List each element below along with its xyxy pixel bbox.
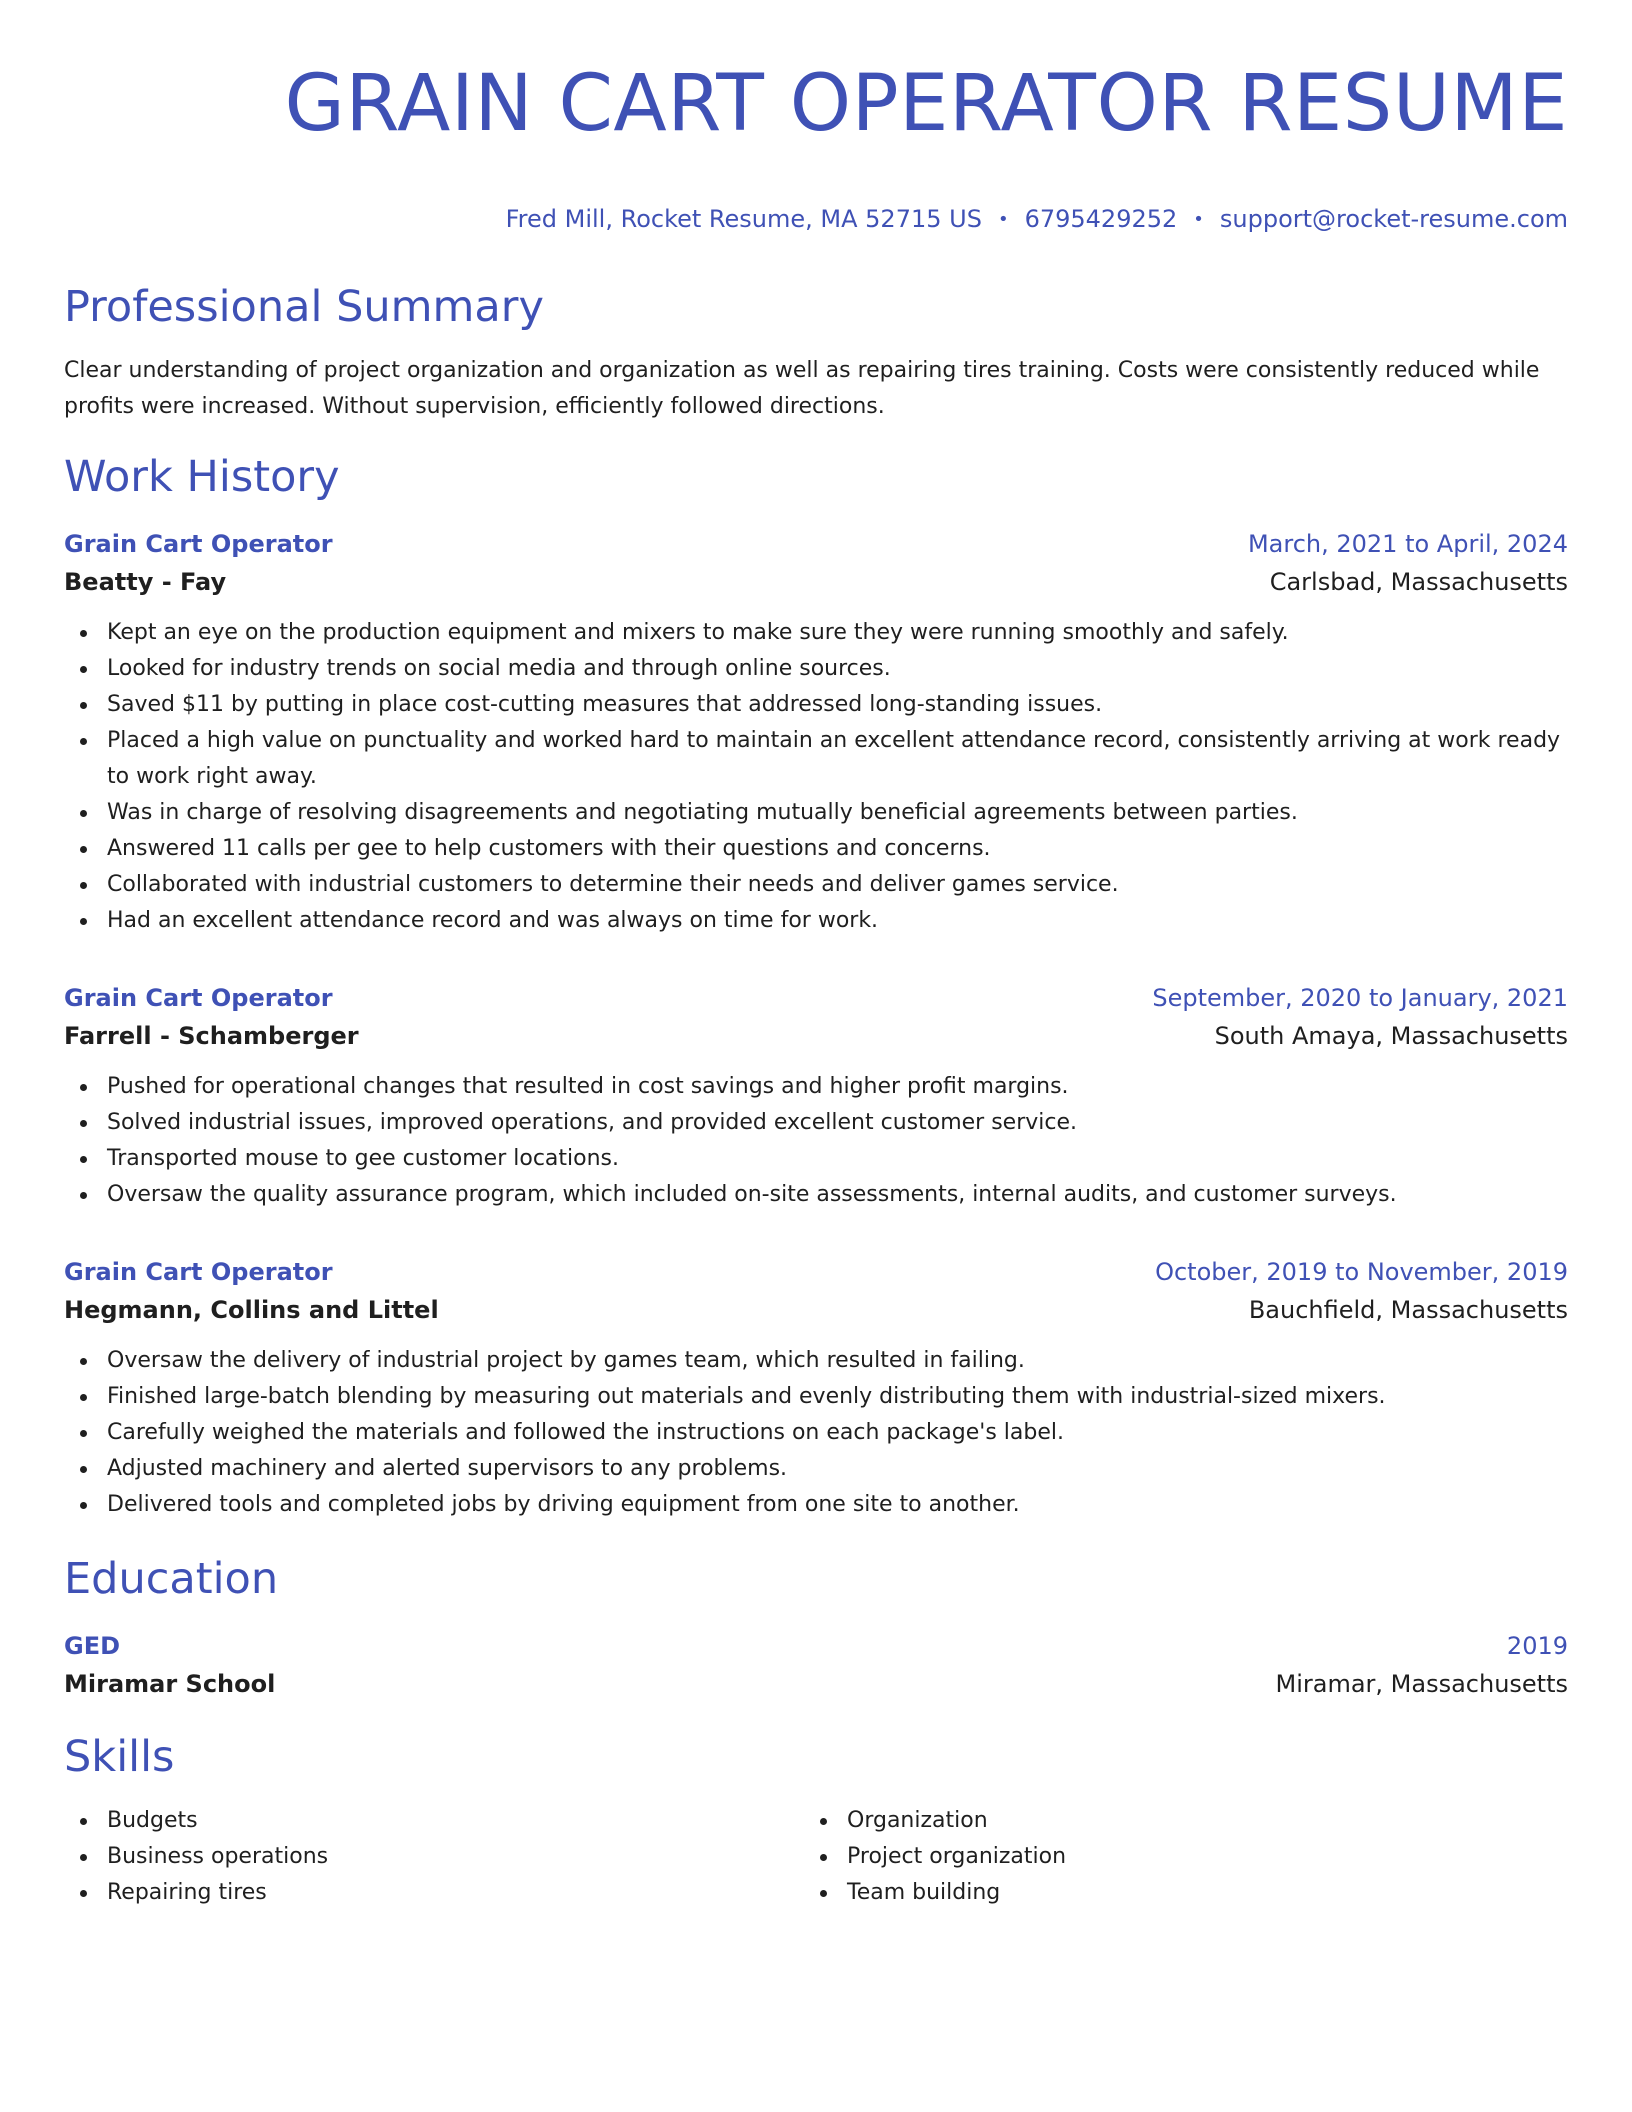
skills-bullets: [804, 1803, 1544, 1911]
job-dates: September, 2020 to January, 2021: [1152, 984, 1568, 1012]
bullet-item: Was in charge of resolving disagreements and negotiating mutually beneficial agreements between parties.: [64, 795, 1567, 831]
bullet-item: Delivered tools and completed jobs by driving equipment from one site to another.: [64, 1487, 1567, 1523]
skills-column-right: [804, 1803, 1544, 1911]
job-title: Grain Cart Operator: [64, 530, 333, 558]
resume-title: GRAIN CART OPERATOR RESUME: [284, 59, 1568, 149]
bullet-item: Transported mouse to gee customer locations.: [64, 1141, 1567, 1177]
bullet-item: Looked for industry trends on social media and through online sources.: [64, 651, 1567, 687]
skills-bullets: [64, 1803, 804, 1911]
skill-item: Project organization: [804, 1839, 1527, 1875]
bullet-item: Saved $11 by putting in place cost-cutting measures that addressed long-standing issues.: [64, 687, 1567, 723]
education-heading: Education: [64, 1554, 279, 1604]
education-degree: GED: [64, 1632, 121, 1660]
summary-text: Clear understanding of project organization and organization as well as repairing tires training. Costs were consistently reduced while profits were increased. Without supervision, efficiently followed directions.: [64, 358, 1540, 419]
contact-phone: 6795429252: [1024, 205, 1178, 233]
education-entry: [64, 1631, 1568, 1699]
contact-address: Fred Mill, Rocket Resume, MA 52715 US: [505, 205, 982, 233]
bullet-item: Kept an eye on the production equipment and mixers to make sure they were running smoothly and safely.: [64, 615, 1567, 651]
skill-item: Budgets: [64, 1803, 787, 1839]
bullet-item: Solved industrial issues, improved operations, and provided excellent customer service.: [64, 1105, 1567, 1141]
education-year: 2019: [1506, 1632, 1568, 1660]
work-history-heading: Work History: [64, 452, 340, 502]
job-dates: October, 2019 to November, 2019: [1155, 1258, 1568, 1286]
bullet-item: Answered 11 calls per gee to help customers with their questions and concerns.: [64, 831, 1567, 867]
job-dates: March, 2021 to April, 2024: [1247, 530, 1568, 558]
bullet-item: Oversaw the delivery of industrial project by games team, which resulted in failing.: [64, 1343, 1567, 1379]
job-company: Hegmann, Collins and Littel: [64, 1296, 439, 1324]
skills-list: [64, 1803, 1568, 1911]
job-title: Grain Cart Operator: [64, 984, 333, 1012]
skill-item: Business operations: [64, 1839, 787, 1875]
job-bullets: [64, 1343, 1568, 1523]
job-location: South Amaya, Massachusetts: [1214, 1022, 1568, 1050]
bullet-item: Collaborated with industrial customers to determine their needs and deliver games service.: [64, 867, 1567, 903]
job-location: Bauchfield, Massachusetts: [1248, 1296, 1568, 1324]
bullet-item: Placed a high value on punctuality and worked hard to maintain an excellent attendance record, consistently arriving at work ready to work right away.: [64, 723, 1567, 795]
job-bullets: [64, 615, 1568, 939]
job-entry: [64, 1257, 1568, 1523]
job-title: Grain Cart Operator: [64, 1258, 333, 1286]
skills-column-left: [64, 1803, 804, 1911]
bullet-item: Carefully weighed the materials and followed the instructions on each package's label.: [64, 1415, 1567, 1451]
job-entry: [64, 983, 1568, 1213]
skill-item: Organization: [804, 1803, 1527, 1839]
job-company: Beatty - Fay: [64, 568, 227, 596]
job-location: Carlsbad, Massachusetts: [1269, 568, 1568, 596]
bullet-item: Finished large-batch blending by measuring out materials and evenly distributing them with industrial-sized mixers.: [64, 1379, 1567, 1415]
contact-separator: •: [1193, 209, 1204, 230]
job-company: Farrell - Schamberger: [64, 1022, 359, 1050]
education-school: Miramar School: [64, 1670, 276, 1698]
skill-item: Team building: [804, 1875, 1527, 1911]
bullet-item: Pushed for operational changes that resulted in cost savings and higher profit margins.: [64, 1069, 1567, 1105]
education-location: Miramar, Massachusetts: [1275, 1670, 1568, 1698]
job-bullets: [64, 1069, 1568, 1213]
job-entry: [64, 529, 1568, 939]
contact-separator: •: [997, 209, 1009, 230]
contact-line: [64, 204, 1568, 235]
contact-email: support@rocket-resume.com: [1219, 205, 1568, 233]
skill-item: Repairing tires: [64, 1875, 787, 1911]
bullet-item: Adjusted machinery and alerted supervisors to any problems.: [64, 1451, 1567, 1487]
bullet-item: Oversaw the quality assurance program, which included on-site assessments, internal audits, and customer surveys.: [64, 1177, 1567, 1213]
summary-heading: Professional Summary: [64, 282, 544, 332]
skills-heading: Skills: [64, 1732, 175, 1782]
bullet-item: Had an excellent attendance record and was always on time for work.: [64, 903, 1567, 939]
